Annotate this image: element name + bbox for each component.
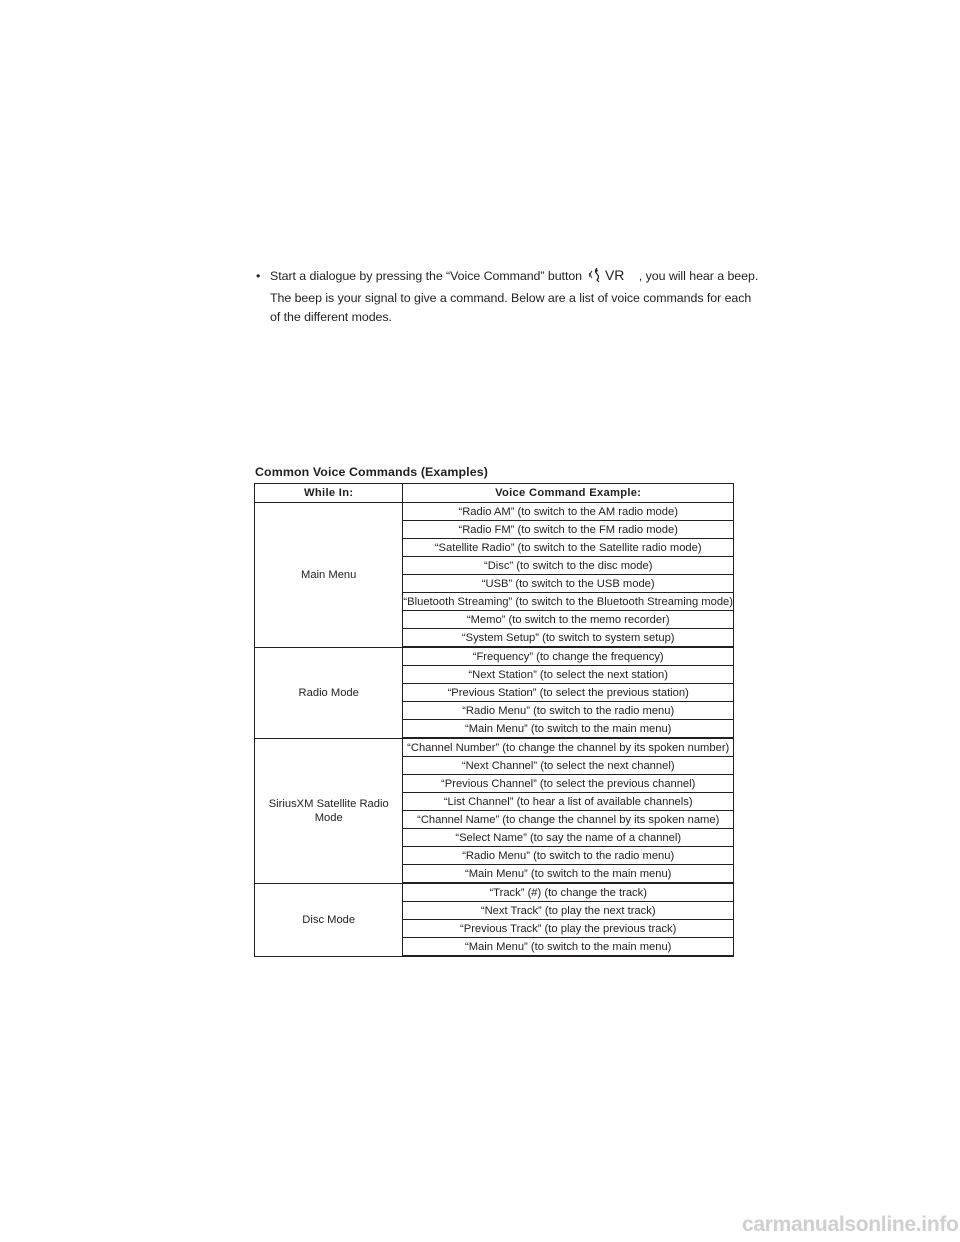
command-cell: “Previous Station” (to select the previous station) (403, 684, 734, 702)
command-cell: “Previous Channel” (to select the previous channel) (403, 775, 734, 793)
voice-command-vr-icon (587, 267, 631, 289)
table-row (255, 648, 734, 666)
voice-commands-table (254, 483, 734, 957)
command-cell: “Main Menu” (to switch to the main menu) (403, 938, 734, 956)
command-cell: “Channel Number” (to change the channel by its spoken number) (403, 739, 734, 757)
empty-command-cell (403, 956, 734, 957)
command-cell: “System Setup” (to switch to system setup) (403, 629, 734, 647)
command-cell: “Track” (#) (to change the track) (403, 884, 734, 902)
command-cell: “List Channel” (to hear a list of available channels) (403, 793, 734, 811)
table-row (255, 503, 734, 521)
command-cell: “Radio FM” (to switch to the FM radio mode) (403, 521, 734, 539)
command-cell: “Next Channel” (to select the next channel) (403, 757, 734, 775)
table-header-row (255, 484, 734, 503)
command-cell: “Main Menu” (to switch to the main menu) (403, 720, 734, 738)
bullet-line-1 (255, 267, 759, 289)
command-cell: “Radio Menu” (to switch to the radio menu) (403, 702, 734, 720)
command-cell: “Radio AM” (to switch to the AM radio mode) (403, 503, 734, 521)
mode-cell: Radio Mode (255, 648, 403, 739)
command-cell: “Memo” (to switch to the memo recorder) (403, 611, 734, 629)
mode-cell: Main Menu (255, 503, 403, 648)
command-cell: “Disc” (to switch to the disc mode) (403, 557, 734, 575)
command-cell: “Channel Name” (to change the channel by its spoken name) (403, 811, 734, 829)
bullet-line-2: The beep is your signal to give a command. Below are a list of voice commands for each (270, 291, 752, 305)
command-cell: “Next Track” (to play the next track) (403, 902, 734, 920)
table-row (255, 884, 734, 902)
command-cell: “Satellite Radio” (to switch to the Satellite radio mode) (403, 539, 734, 557)
intro-bullet (255, 267, 759, 327)
vr-icon-label: VR (605, 267, 625, 283)
command-cell: “Main Menu” (to switch to the main menu) (403, 865, 734, 883)
bullet-dot: • (256, 269, 261, 283)
command-cell: “Bluetooth Streaming” (to switch to the Bluetooth Streaming mode) (403, 593, 734, 611)
bullet-text-start: Start a dialogue by pressing the “Voice Command” button (270, 269, 583, 283)
mode-cell: SiriusXM Satellite Radio Mode (255, 739, 403, 884)
command-cell: “Previous Track” (to play the previous track) (403, 920, 734, 938)
header-voice-command-example: Voice Command Example: (403, 484, 734, 503)
table-row (255, 739, 734, 757)
command-cell: “USB” (to switch to the USB mode) (403, 575, 734, 593)
header-while-in: While In: (255, 484, 403, 503)
command-cell: “Next Station” (to select the next station) (403, 666, 734, 684)
table-title: Common Voice Commands (Examples) (255, 465, 488, 479)
command-cell: “Select Name” (to say the name of a channel) (403, 829, 734, 847)
command-cell: “Frequency” (to change the frequency) (403, 648, 734, 666)
watermark: carmanualsonline.info (742, 1213, 959, 1236)
command-cell: “Radio Menu” (to switch to the radio menu) (403, 847, 734, 865)
mode-cell: Disc Mode (255, 884, 403, 957)
bullet-line-3: of the different modes. (270, 310, 392, 324)
bullet-text-end: , you will hear a beep. (638, 269, 759, 283)
